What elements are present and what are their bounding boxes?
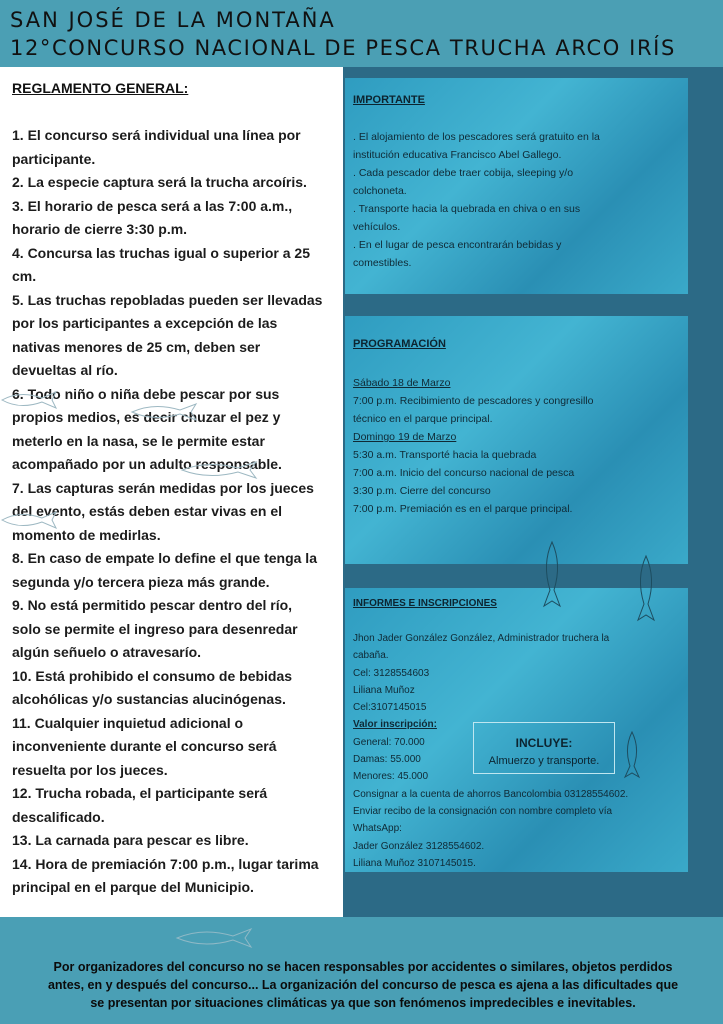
programacion-title: PROGRAMACIÓN xyxy=(353,338,446,350)
importante-text xyxy=(353,128,600,272)
importante-line: . Transporte hacia la quebrada en chiva o en sus xyxy=(353,203,581,215)
rule-line: inconveniente durante el concurso será xyxy=(12,738,277,754)
rule-line: momento de medirlas. xyxy=(12,526,161,543)
rule-line: participante. xyxy=(12,150,96,167)
day1-item: técnico en el parque principal. xyxy=(353,413,493,425)
rule-line: por los participantes a excepción de las xyxy=(12,315,278,331)
payment-line: Jader González 3128554602. xyxy=(353,840,485,852)
fish-icon xyxy=(622,730,642,780)
rule-line: 4. Concursa las truchas igual o superior a 25 xyxy=(12,244,310,261)
rule-line: solo se permite el ingreso para desenredar xyxy=(12,620,298,637)
rule-line: nativas menores de 25 cm, deben ser xyxy=(12,338,261,355)
rule-line: 2. La especie captura será la trucha arcoíris. xyxy=(12,174,307,190)
footer-disclaimer xyxy=(6,958,720,1012)
contact-line: Cel: 3128554603 xyxy=(353,667,430,679)
rule-line: 14. Hora de premiación 7:00 p.m., lugar tarima xyxy=(12,855,319,872)
importante-line: . Cada pescador debe traer cobija, sleeping y/o xyxy=(353,167,574,179)
day2-item: 5:30 a.m. Transporté hacia la quebrada xyxy=(353,449,537,461)
incluye-title: INCLUYE: xyxy=(515,736,573,750)
contact-line: Jhon Jader González González, Administrador truchera la xyxy=(353,633,610,644)
header-town-title: SAN JOSÉ DE LA MONTAÑA xyxy=(10,8,336,32)
day2-item: 3:30 p.m. Cierre del concurso xyxy=(353,485,491,497)
fish-icon xyxy=(175,925,255,951)
payment-line: Enviar recibo de la consignación con nombre completo vía xyxy=(353,805,613,817)
rule-line: del evento, estás deben estar vivas en el xyxy=(12,503,283,519)
disclaimer-line: antes, en y después del concurso... La organización del concurso de pesca es ajena a las dificultades que xyxy=(47,978,679,992)
rule-line: 8. En caso de empate lo define el que tenga la xyxy=(12,550,317,566)
fish-icon xyxy=(180,458,260,482)
programacion-text xyxy=(353,374,593,518)
importante-line: . En el lugar de pesca encontrarán bebidas y xyxy=(353,239,562,251)
disclaimer-line: se presentan por situaciones climáticas ya que son fenómenos impredecibles e inevitables. xyxy=(90,996,636,1010)
rule-line: descalificado. xyxy=(12,808,105,825)
importante-line: comestibles. xyxy=(353,257,412,269)
rule-line: principal en el parque del Municipio. xyxy=(12,879,254,895)
rule-line: 3. El horario de pesca será a las 7:00 a.m., xyxy=(12,197,293,214)
payment-line: Consignar a la cuenta de ahorros Bancolombia 03128554602. xyxy=(353,788,629,800)
contact-line: Cel:3107145015 xyxy=(353,702,427,714)
price-line: General: 70.000 xyxy=(353,736,425,748)
day2-label: Domingo 19 de Marzo xyxy=(353,431,457,443)
payment-line: Liliana Muñoz 3107145015. xyxy=(353,857,476,869)
payment-line: WhatsApp: xyxy=(353,823,402,835)
rule-line: 9. No está permitido pescar dentro del río, xyxy=(12,597,293,613)
rules-heading: REGLAMENTO GENERAL: xyxy=(12,80,189,96)
rule-line: propios medios, es decir chuzar el pez y xyxy=(12,409,281,425)
price-line: Damas: 55.000 xyxy=(353,754,421,766)
valor-title: Valor inscripción: xyxy=(353,719,437,731)
rule-line: algún señuelo o atravesarío. xyxy=(12,644,202,660)
rule-line: cm. xyxy=(12,268,37,284)
informes-title: INFORMES E INSCRIPCIONES xyxy=(353,598,497,609)
incluye-text: Almuerzo y transporte. xyxy=(488,755,600,767)
day1-label: Sábado 18 de Marzo xyxy=(353,377,451,389)
rule-line: 6. Todo niño o niña debe pescar por sus xyxy=(12,385,280,402)
day2-item: 7:00 p.m. Premiación es en el parque principal. xyxy=(353,503,573,515)
rule-line: 13. La carnada para pescar es libre. xyxy=(12,832,249,848)
rule-line: segunda y/o tercera pieza más grande. xyxy=(12,573,270,590)
rule-line: 12. Trucha robada, el participante será xyxy=(12,785,268,801)
importante-box xyxy=(345,78,688,294)
day1-item: 7:00 p.m. Recibimiento de pescadores y congresillo xyxy=(353,395,594,407)
rule-line: 11. Cualquier inquietud adicional o xyxy=(12,714,244,731)
rule-line: 7. Las capturas serán medidas por los jueces xyxy=(12,479,314,496)
fish-icon xyxy=(130,400,200,424)
rule-line: alcohólicas y/o sustancias alucinógenas. xyxy=(12,691,286,707)
rule-line: 1. El concurso será individual una línea por xyxy=(12,127,301,143)
importante-line: colchoneta. xyxy=(353,185,407,197)
incluye-box xyxy=(473,722,615,774)
header-banner xyxy=(0,0,723,67)
programacion-box xyxy=(345,316,688,564)
rule-line: 10. Está prohibido el consumo de bebidas xyxy=(12,667,293,684)
rules-list xyxy=(12,124,347,900)
rule-line: meterlo en la nasa, se le permite estar xyxy=(12,432,265,449)
rule-line: resuelta por los jueces. xyxy=(12,761,168,778)
contact-line: cabaña. xyxy=(353,650,389,662)
contact-line: Liliana Muñoz xyxy=(353,684,415,696)
disclaimer-line: Por organizadores del concurso no se hacen responsables por accidentes o similares, objetos perdidos xyxy=(53,960,673,974)
fish-icon xyxy=(0,388,60,412)
rule-line: devueltas al río. xyxy=(12,362,118,378)
importante-line: institución educativa Francisco Abel Gallego. xyxy=(353,149,562,161)
fish-icon xyxy=(634,554,658,624)
importante-line: vehículos. xyxy=(353,221,401,233)
day2-item: 7:00 a.m. Inicio del concurso nacional de pesca xyxy=(353,467,575,479)
price-line: Menores: 45.000 xyxy=(353,771,429,783)
rule-line: 5. Las truchas repobladas pueden ser llevadas xyxy=(12,291,323,308)
rule-line: horario de cierre 3:30 p.m. xyxy=(12,221,188,237)
importante-title: IMPORTANTE xyxy=(353,94,425,106)
header-contest-title: 12°CONCURSO NACIONAL DE PESCA TRUCHA ARCO IRÍS xyxy=(10,36,676,60)
importante-line: . El alojamiento de los pescadores será gratuito en la xyxy=(353,131,600,143)
fish-icon xyxy=(0,508,60,532)
rule-line: acompañado por un adulto responsable. xyxy=(12,456,282,472)
fish-icon xyxy=(540,540,564,610)
